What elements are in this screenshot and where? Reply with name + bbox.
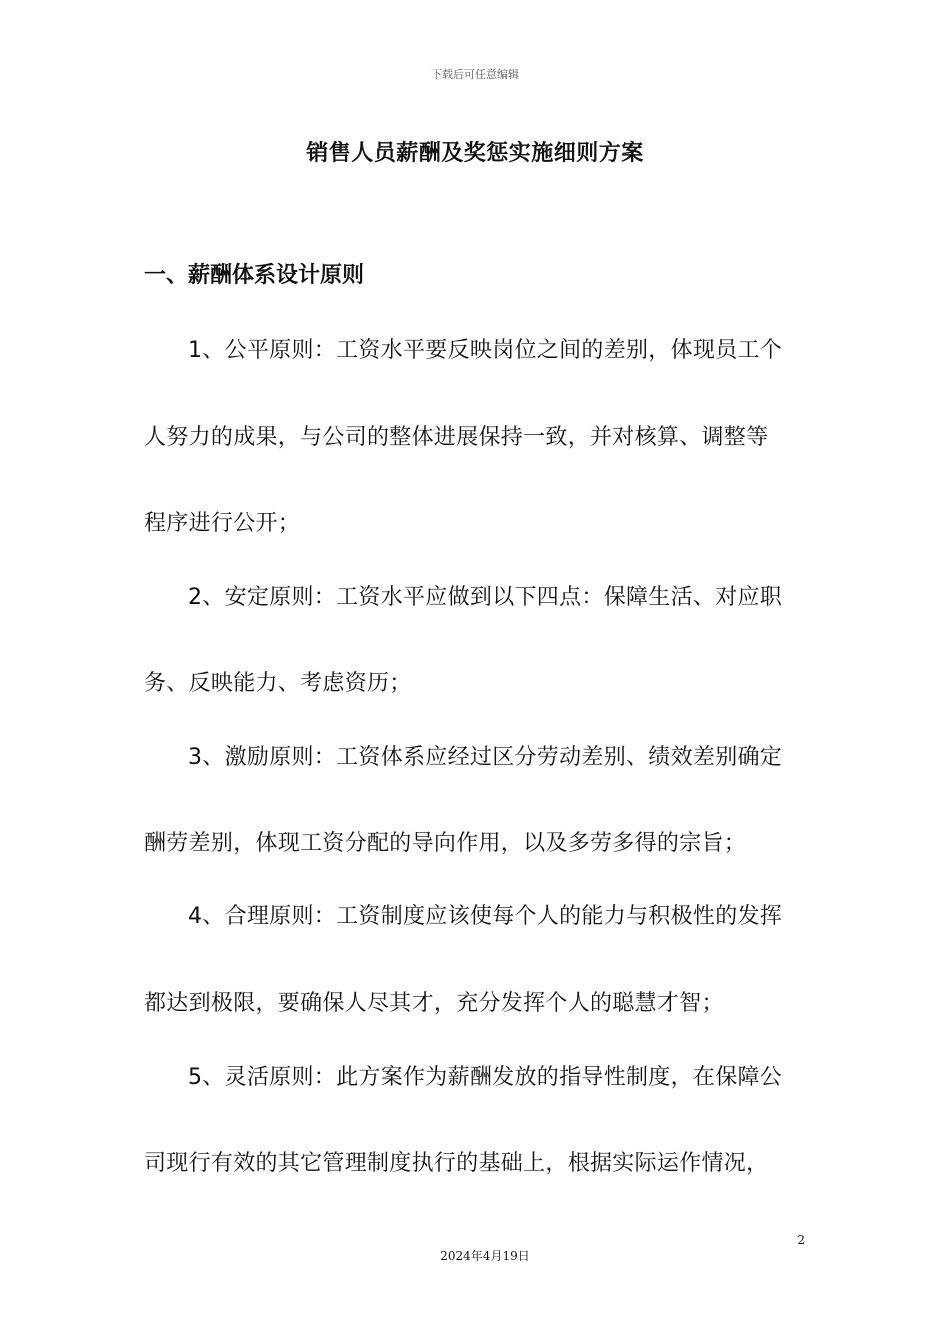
page-number: 2 — [797, 1233, 805, 1247]
header-note: 下载后可任意编辑 — [431, 68, 519, 81]
paragraph-line: 人努力的成果，与公司的整体进展保持一致，并对核算、调整等 — [144, 425, 769, 450]
paragraph-line: 4、合理原则：工资制度应该使每个人的能力与积极性的发挥 — [188, 904, 783, 929]
paragraph-line: 程序进行公开； — [144, 511, 301, 536]
document-title: 销售人员薪酬及奖惩实施细则方案 — [306, 141, 644, 166]
footer-date: 2024年4月19日 — [440, 1249, 530, 1263]
paragraph-line: 5、灵活原则：此方案作为薪酬发放的指导性制度，在保障公 — [188, 1065, 783, 1090]
paragraph-line: 酬劳差别，体现工资分配的导向作用，以及多劳多得的宗旨； — [144, 831, 747, 856]
section-heading: 一、薪酬体系设计原则 — [144, 263, 365, 288]
paragraph-line: 1、公平原则：工资水平要反映岗位之间的差别，体现员工个 — [188, 338, 783, 363]
paragraph-line: 司现行有效的其它管理制度执行的基础上，根据实际运作情况， — [144, 1151, 769, 1176]
paragraph-line: 2、安定原则：工资水平应做到以下四点：保障生活、对应职 — [188, 585, 783, 610]
paragraph-line: 3、激励原则：工资体系应经过区分劳动差别、绩效差别确定 — [188, 745, 783, 770]
paragraph-line: 都达到极限，要确保人尽其才，充分发挥个人的聪慧才智； — [144, 991, 724, 1016]
paragraph-line: 务、反映能力、考虑资历； — [144, 671, 412, 696]
